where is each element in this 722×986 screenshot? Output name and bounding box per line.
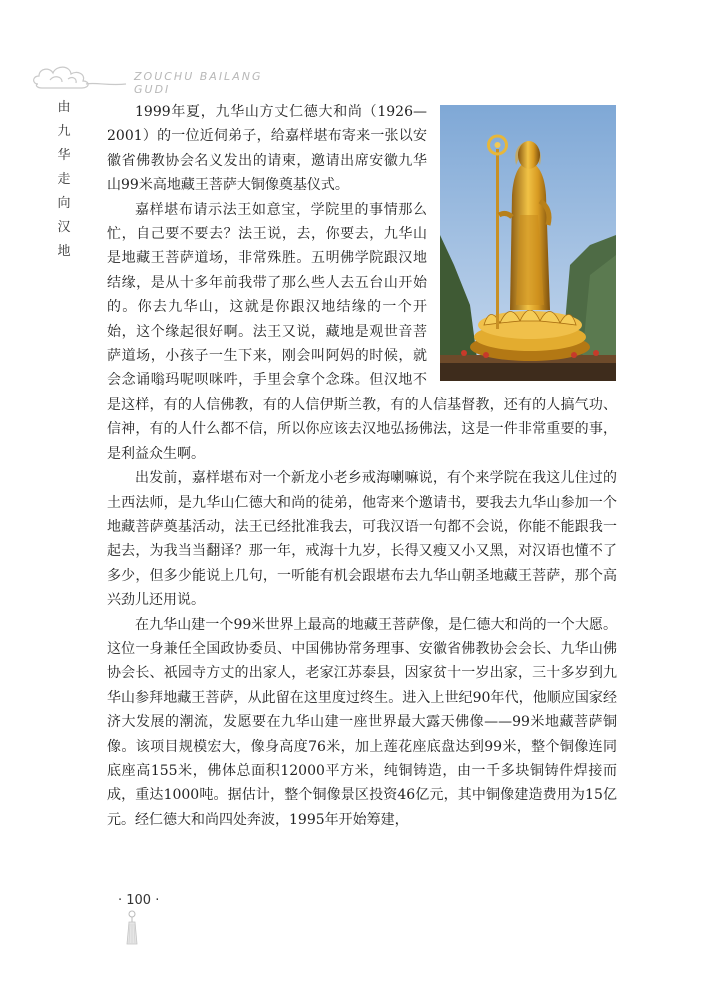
page-number: · 100 · — [118, 893, 160, 908]
running-header — [30, 58, 290, 94]
paragraph: 在九华山建一个99米世界上最高的地藏王菩萨像，是仁德大和尚的一个大愿。这位一身兼任全国政协委员、中国佛协常务理事、安徽省佛教协会会长、九华山佛协会长、祇园寺方丈的出家人，老家江苏泰县，因家贫十一岁出家，三十多岁到九华山参拜地藏王菩萨，从此留在这里度过终生。进入上世纪90年代，他顺应国家经济大发展的潮流，发愿要在九华山建一座世界最大露天佛像——99米地藏菩萨铜像。该项目规模宏大，像身高度76米，加上莲花座底盘达到99米，整个铜像连同底座高155米，佛体总面积12000平方米，纯铜铸造，由一千多块铜铸件焊接而成，重达1000吨。据估计，整个铜像景区投资46亿元，其中铜像建造费用为15亿元。经仁德大和尚四处奔波，1995年开始筹建， — [107, 616, 617, 828]
side-chapter-title — [56, 96, 72, 264]
side-char: 走 — [57, 172, 71, 187]
paragraph: 嘉样堪布请示法王如意宝，学院里的事情那么忙，自己要不要去？法王说，去，你要去，九华山是地藏王菩萨道场，非常殊胜。五明佛学院跟汉地结缘，是从十多年前我带了那么些人去五台山开始的。你去九华山，这就是你跟汉地结缘的一个开始，这个缘起很好啊。法王又说，藏地是观世音菩萨道场，小孩子一生下来，刚会叫阿妈的时候，就会念诵嗡玛呢呗咪吽，手里会拿个念珠。但汉地不是这样，有的人信佛教，有的人信伊斯兰教，有的人信基督教，还有的人搞气功、信神，有的人什么都不信，所以你应该去汉地弘扬佛法，这是一件非常重要的事，是利益众生啊。 — [107, 201, 617, 462]
side-char: 九 — [57, 124, 71, 139]
paragraph: 1999年夏，九华山方丈仁德大和尚（1926—2001）的一位近伺弟子，给嘉样堪布寄来一张以安徽省佛教协会名义发出的请柬，邀请出席安徽九华山99米高地藏王菩萨大铜像奠基仪式。 — [107, 104, 427, 194]
photo-wrap-spacer — [427, 100, 617, 383]
auspicious-cloud-icon — [30, 58, 130, 94]
tassel-icon — [125, 910, 139, 946]
side-char: 汉 — [57, 220, 71, 235]
side-char: 地 — [57, 244, 71, 259]
series-title: ZOUCHU BAILANG GUDI — [134, 70, 263, 96]
side-char: 向 — [57, 196, 71, 211]
side-char: 华 — [57, 148, 71, 163]
paragraph: 出发前，嘉样堪布对一个新龙小老乡戒海喇嘛说，有个来学院在我这儿住过的土西法师，是九华山仁德大和尚的徒弟，他寄来个邀请书，要我去九华山参加一个地藏菩萨奠基活动，法王已经批准我去，可我汉语一句都不会说，你能不能跟我一起去，为我当当翻译？那一年，戒海十九岁，长得又瘦又小又黑，对汉语也懂不了多少，但多少能说上几句，一听能有机会跟堪布去九华山朝圣地藏王菩萨，那个高兴劲儿还用说。 — [107, 470, 617, 609]
side-char: 由 — [57, 100, 71, 115]
body-text — [107, 100, 617, 832]
